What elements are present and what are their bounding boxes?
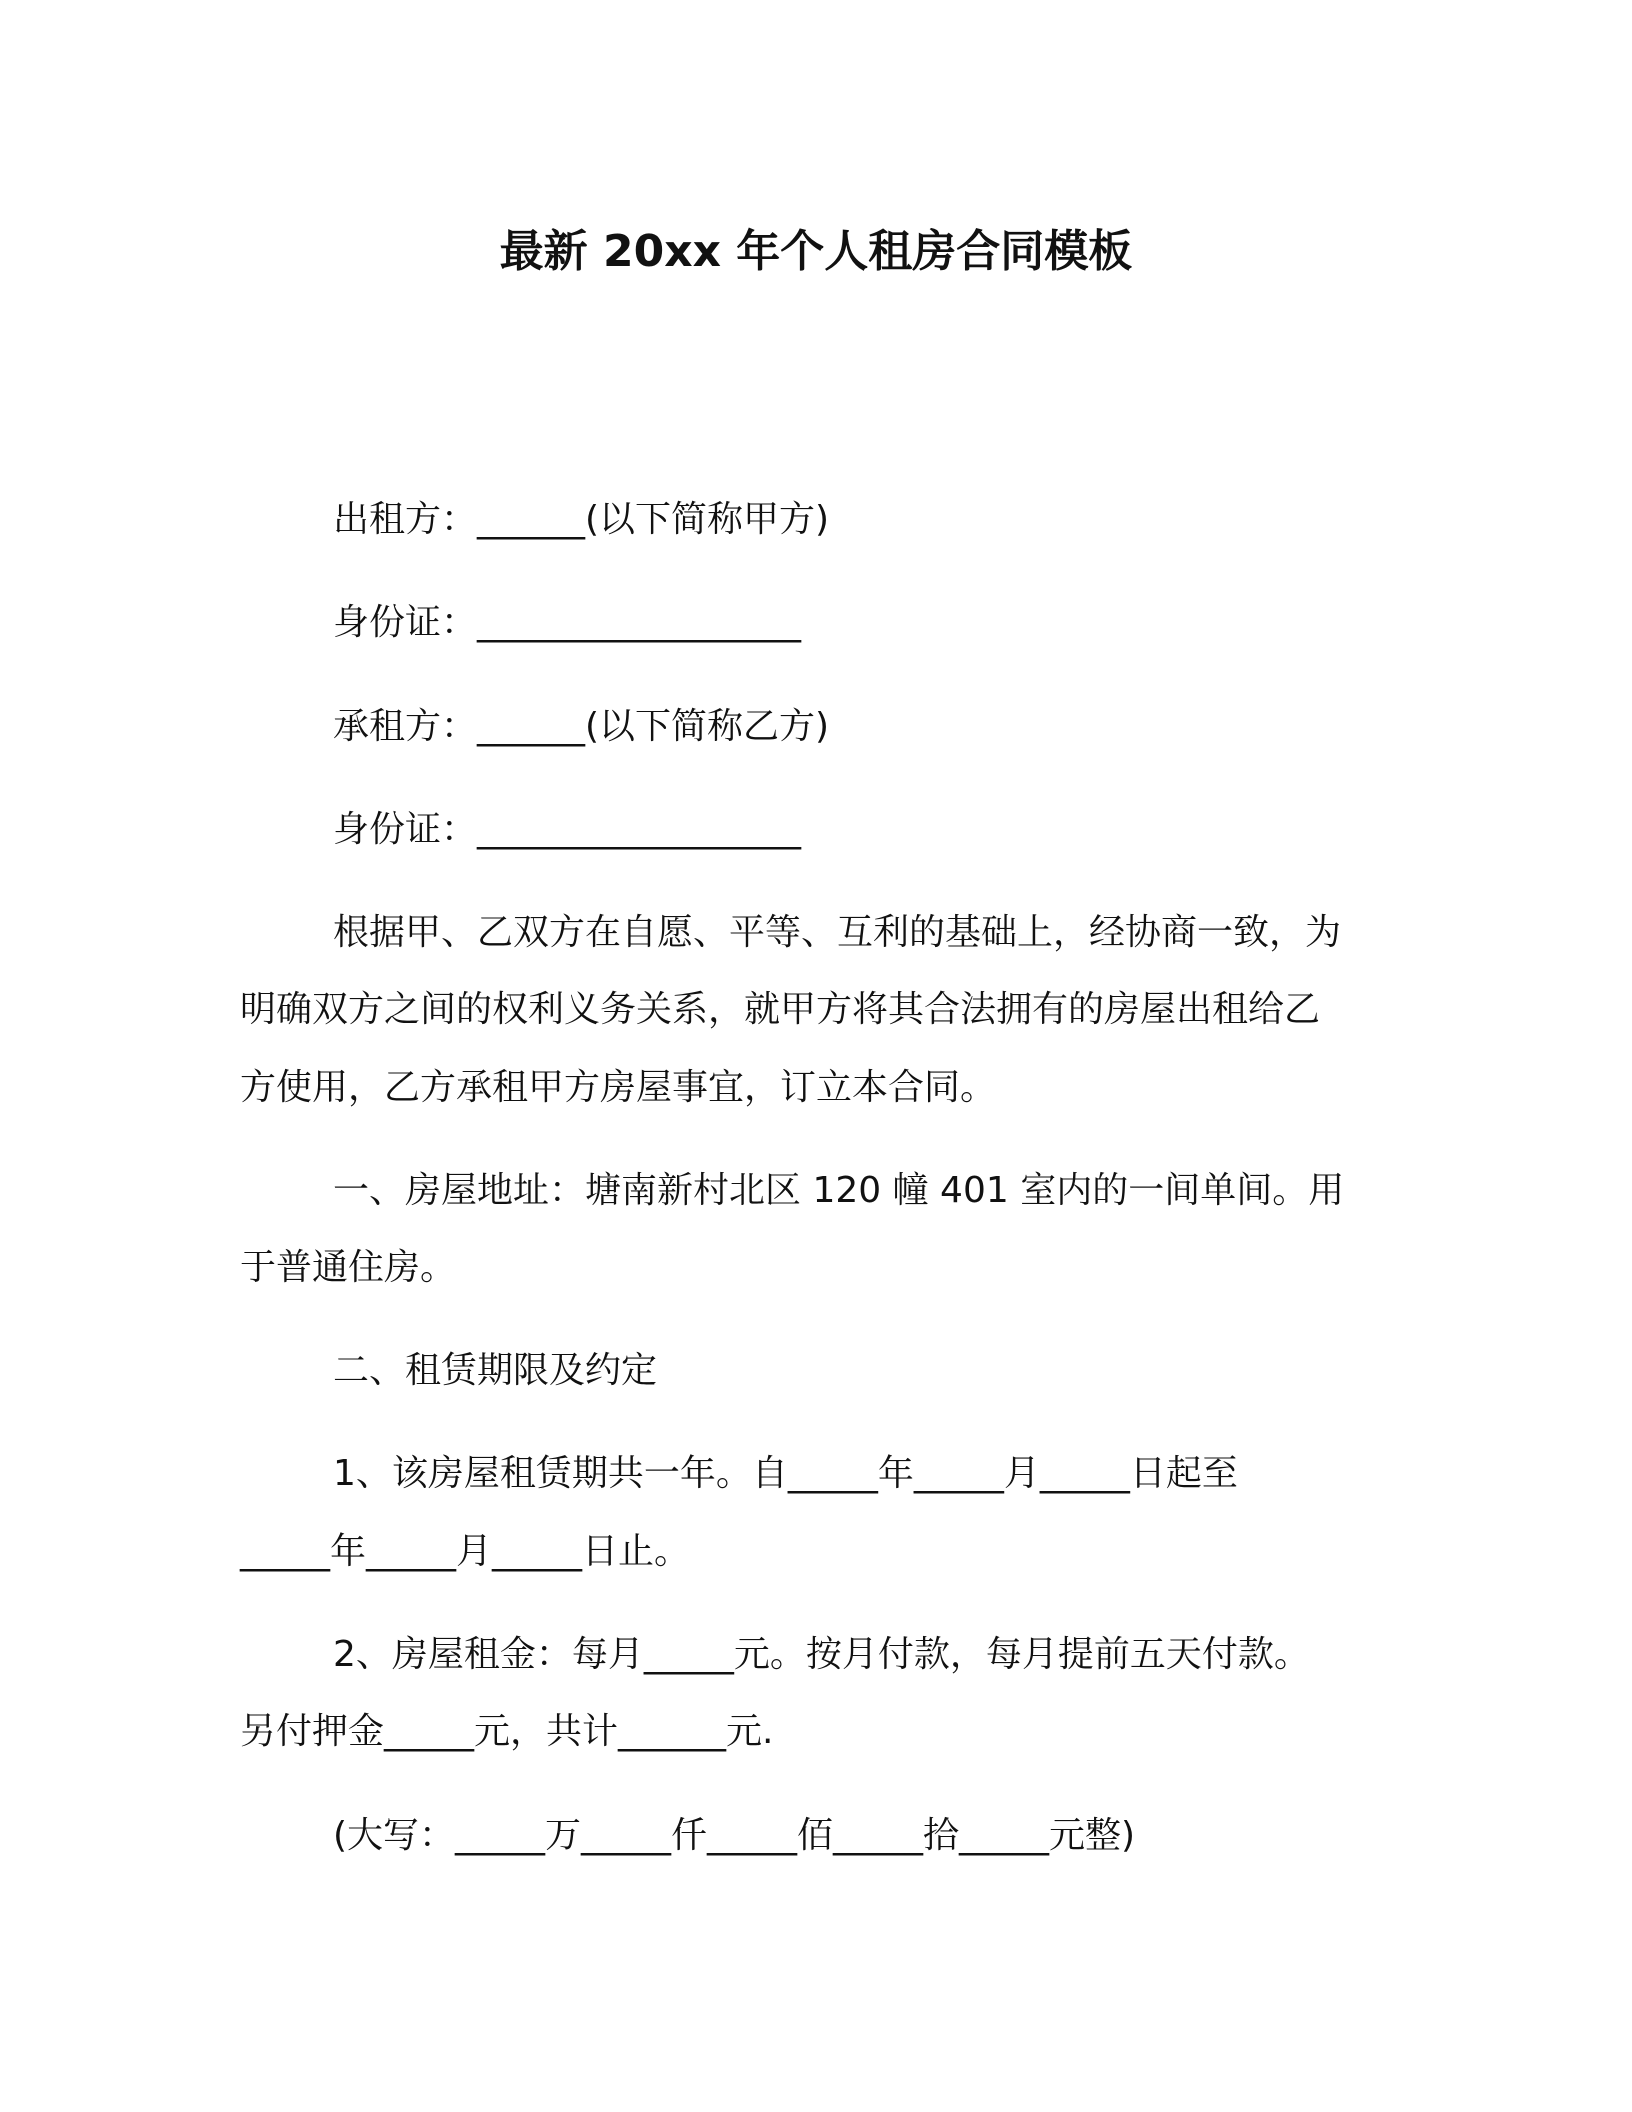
preamble-line-3: 方使用，乙方承租甲方房屋事宜，订立本合同。 — [240, 1067, 997, 1108]
lessor-id-line: 身份证：__________________ — [333, 602, 802, 643]
clause1-line-2: 于普通住房。 — [240, 1247, 457, 1288]
lessee-id-line: 身份证：__________________ — [333, 809, 802, 850]
lessee-line: 承租方：______(以下简称乙方) — [333, 706, 830, 747]
item2-line-2: 另付押金_____元，共计______元. — [240, 1711, 774, 1752]
clause2-heading: 二、租赁期限及约定 — [333, 1350, 658, 1391]
item2-line-1: 2、房屋租金：每月_____元。按月付款，每月提前五天付款。 — [333, 1634, 1310, 1675]
clause1-line-1: 一、房屋地址：塘南新村北区 120 幢 401 室内的一间单间。用 — [333, 1170, 1345, 1211]
lessor-line: 出租方：______(以下简称甲方) — [333, 499, 830, 540]
capitalized-amount-line: (大写：_____万_____仟_____佰_____拾_____元整) — [333, 1815, 1136, 1856]
item1-line-1: 1、该房屋租赁期共一年。自_____年_____月_____日起至 — [333, 1453, 1238, 1494]
preamble-line-1: 根据甲、乙双方在自愿、平等、互利的基础上，经协商一致，为 — [333, 912, 1342, 953]
item1-line-2: _____年_____月_____日止。 — [240, 1531, 691, 1572]
preamble-line-2: 明确双方之间的权利义务关系，就甲方将其合法拥有的房屋出租给乙 — [240, 989, 1321, 1030]
document-title: 最新 20xx 年个人租房合同模板 — [499, 226, 1133, 277]
